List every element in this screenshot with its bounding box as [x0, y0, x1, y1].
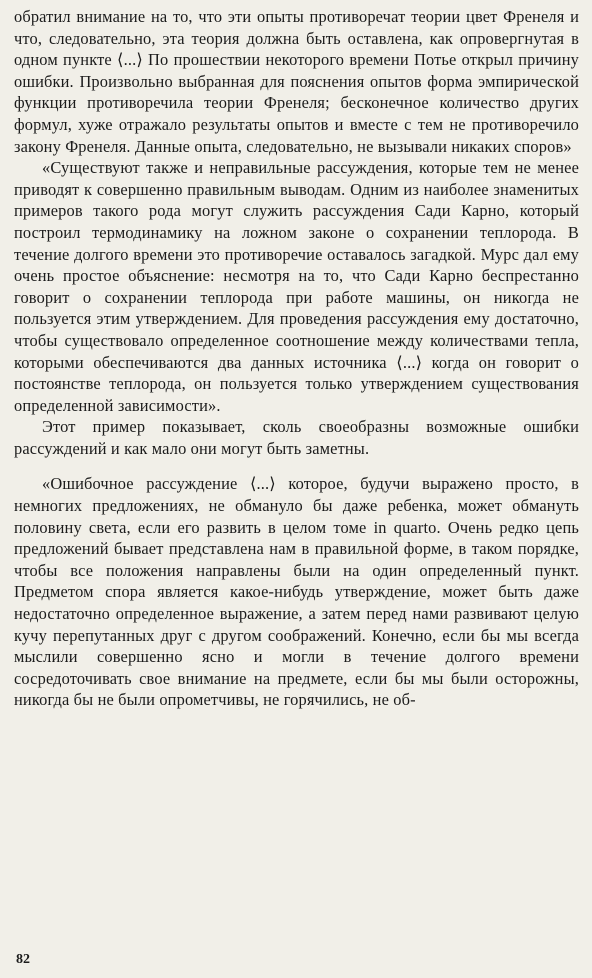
paragraph-example-remark: Этот пример показывает, сколь своеобразны возможные ошибки рассуждений и как мало они могут быть заметны.: [14, 417, 579, 458]
paragraph-carnot-quote: «Существуют также и неправильные рассуждения, которые тем не менее приводят к совершенно правильным выводам. Одним из наиболее знаменитых примеров такого рода могут служить рассуждения Сади Карно, который построил термодинамику на ложном законе о сохранении теплорода. В течение долгого времени это противоречие оставалось загадкой. Мурс дал ему очень простое объяснение: несмотря на то, что Сади Карно беспрестанно говорит о сохранении теплорода при работе машины, он никогда не пользуется этим утверждением. Для проведения рассуждения ему достаточно, чтобы существовало определенное соотношение между количествами тепла, которыми обеспечиваются два данных источника ⟨...⟩ когда он говорит о постоянстве теплорода, он пользуется только утверждением существования определенной зависимости».: [14, 158, 579, 415]
paragraph-continuation: обратил внимание на то, что эти опыты противоречат теории цвет Френеля и что, следовательно, эта теория должна быть оставлена, как опровергнутая в одном пункте ⟨...⟩ По прошествии некоторого времени Потье открыл причину ошибки. Произвольно выбранная для пояснения опытов форма эмпирической функции противоречила теории Френеля; бесконечное количество других формул, хуже отражало результаты опытов и вместе с тем не противоречило закону Френеля. Данные опыта, следовательно, не вызывали никаких споров»: [14, 7, 579, 156]
paragraph-fallacy-quote: «Ошибочное рассуждение ⟨...⟩ которое, будучи выражено просто, в немногих предложениях, не обмануло бы даже ребенка, может обмануть половину света, если его развить в целом томе in quarto. Очень редко цепь предложений бывает представлена нам в правильной форме, в таком порядке, чтобы все положения направлены были на один определенный пункт. Предметом спора является какое-нибудь утверждение, может быть даже недостаточно определенное выражение, а затем перед нами развивают целую кучу перепутанных друг с другом соображений. Конечно, если бы мы всегда мыслили совершенно ясно и могли в течение долгого времени сосредоточивать свое внимание на предмете, если бы мы были осторожны, никогда бы не были опрометчивы, не горячились, не об-: [14, 474, 579, 710]
page-body-text: [14, 6, 579, 711]
page-number: 82: [16, 952, 30, 967]
